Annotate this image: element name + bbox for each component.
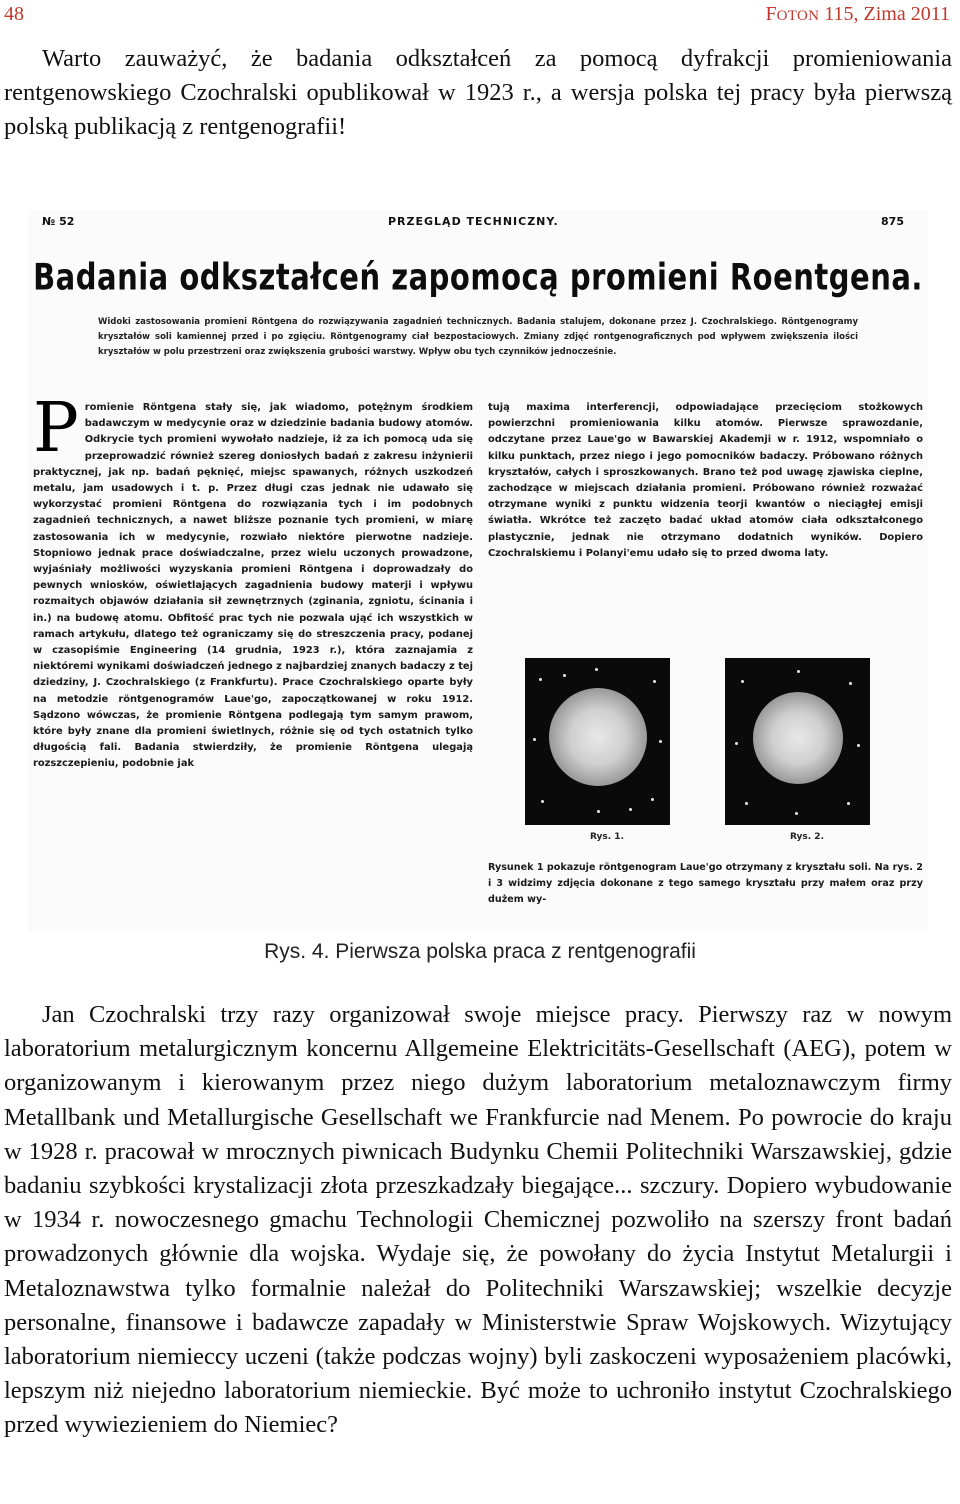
page-header: [0, 0, 960, 28]
scan-figure-label-2: Rys. 2.: [790, 832, 824, 842]
scan-abstract: Widoki zastosowania promieni Röntgena do rozwiązywania zagadnień technicznych. Badania stalujem, dokonane przez J. Czochralskiego. Röntgenogramy kryształów soli kamiennej przed i po zgięciu. Röntgenogramy ciał bezpostaciowych. Zmiany zdjęć rontgenograficznych pod wpływem zwiększenia ilości kryształów w polu przestrzeni oraz zwiększenia grubości warstwy. Wpływ obu tych czynników jednocześnie.: [98, 317, 858, 357]
scan-figure-label-1: Rys. 1.: [590, 832, 624, 842]
scan-left-column: Promienie Röntgena stały się, jak wiadomo, potężnym środkiem badawczym w medycynie oraz w dziedzinie badania budowy atomów. Odkrycie tych promieni wywołało nadzieje, iż za ich pomocą uda się przeprowadzić również szereg doniosłych badań z zakresu inżynierii praktycznej, jak np. badań pęknięć, miejsc spawanych, różnych uszkodzeń metalu, jam usadowych i t. p. Przez długi czas jednak nie udawało się wykorzystać promieni Röntgena do rozwiązania tych i im podobnych zagadnień technicznych, a nawet bliższe poznanie tych promieni, w miarę zastosowania ich w medycynie, rozwiało niektóre pierwotne nadzieje. Stopniowo jednak prace doświadczalne, przez wielu uczonych prowadzone, wyjaśniały możliwości wyzyskania promieni Röntgena i doprowadzały do pewnych wniosków, oświetlających zagadnienia budowy materji i wpływu rozmaitych objawów działania sił zewnętrznych (zginania, zgniotu, ścinania i in.) na budowę atomu. Obfitość prac tych nie pozwala ująć ich wszystkich w ramach artykułu, dlatego też ograniczamy się do streszczenia pracy, podanej w czasopiśmie Engineering (14 grudnia, 1923 r.), która zaznajamia z niektóremi wynikami doświadczeń jednego z najbardziej znanych badaczy z tej dziedziny, J. Czochralskiego (z Frankfurtu). Prace Czochralskiego oparte były na metodzie röntgenogramów Laue'go, zapoczątkowanej w roku 1912. Sądzono wówczas, że promienie Röntgena podlegają tym samym prawom, które były znane dla promieni świetlnych, różnie się od tych ostatnich tylko długością fali. Badania stwierdziły, że promienie Röntgena ulegają rozszczepieniu, podobnie jak: [33, 400, 473, 770]
figure-caption: Rys. 4. Pierwsza polska praca z rentgenografii: [264, 940, 696, 963]
scan-dropcap: P: [33, 400, 79, 468]
scan-header: [28, 215, 928, 237]
scan-issue-number: № 52: [42, 215, 75, 228]
xray-diffraction-image-2: [725, 658, 870, 825]
scan-right-column: tują maxima interferencji, odpowiadające przecięciom stożkowych powierzchni promieniowania kilku atomów. Pierwsze sprawozdanie, odczytane przez Laue'go w Bawarskiej Akademji w r. 1912, wspomniało o kilku punktach, przez niego i jego pomocników badaczy. Próbowano różnych kryształów, całych i sproszkowanych. Brano też pod uwagę zjawiska cieplne, zachodzące w miejscach działania promieni. Próbowano również rozważać otrzymane wyniki z punktu widzenia teorji kwantów o nieciągłej emisji światła. Wkrótce też zaczęto badać układ atomów ciała odkształconego plastycznie, jednak nie otrzymano dodatnich wyników. Dopiero Czochralskiemu i Polanyi'emu udało się to przed dwoma laty.: [488, 402, 923, 559]
scan-page-number: 875: [881, 215, 904, 228]
scan-figure-description: Rysunek 1 pokazuje röntgenogram Laue'go otrzymany z kryształu soli. Na rys. 2 i 3 widzimy zdjęcia dokonane z tego samego kryształu przy małem oraz przy dużem wy-: [488, 862, 923, 905]
main-paragraph: Jan Czochralski trzy razy organizował swoje miejsce pracy. Pierwszy raz w nowym laboratorium metalurgicznym koncernu Allgemeine Elektricitäts-Gesellschaft (AEG), potem w organizowanym i kierowanym przez niego dużym laboratorium metaloznawczym firmy Metallbank und Metallurgische Gesellschaft we Frankfurcie nad Menem. Po powrocie do kraju w 1928 r. pracował w mrocznych piwnicach Budynku Chemii Politechniki Warszawskiej, gdzie badaniu szybkości krystalizacji złota przeszkadzały biegające... szczury. Dopiero wybudowanie w 1934 r. nowoczesnego gmachu Technologii Chemicznej pozwoliło na szerszy front badań prowadzonych głównie dla wojska. Wydaje się, że powołany do życia Instytut Metalurgii i Metaloznawstwa tylko formalnie należał do Politechniki Warszawskiej; wszelkie decyzje personalne, finansowe i badawcze zapadały w Ministerstwie Spraw Wojskowych. Wizytujący laboratorium niemieccy uczeni (także podczas wojny) byli zaskoczeni wyposażeniem placówki, lepszym niż niejedno laboratorium niemieckie. Być może to uchroniło instytut Czochralskiego przed wywiezieniem do Niemiec?: [4, 1001, 952, 1439]
intro-paragraph: Warto zauważyć, że badania odkształceń za pomocą dyfrakcji promieniowania rentgenowskiego Czochralski opublikował w 1923 r., a wersja polska tej pracy była pierwszą polską publikacją z rentgenografii!: [4, 45, 952, 141]
journal-name: FOTON 115, Zima 2011: [765, 3, 950, 25]
xray-diffraction-image-1: [525, 658, 670, 825]
scan-journal-name: PRZEGLĄD TECHNICZNY.: [388, 215, 559, 228]
scan-article-title: Badania odkształceń zapomocą promieni Roentgena.: [33, 255, 923, 299]
page-number: 48: [4, 3, 24, 25]
scanned-article-figure: [28, 210, 928, 932]
